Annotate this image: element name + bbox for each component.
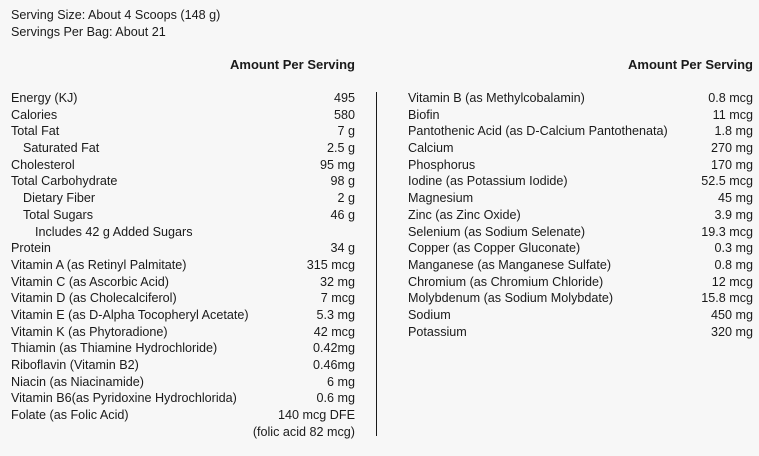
nutrient-label: Iodine (as Potassium Iodide): [408, 174, 568, 189]
nutrient-amount: 34 g: [330, 241, 355, 256]
nutrient-amount: 32 mg: [319, 274, 355, 289]
nutrient-row: [408, 257, 753, 274]
nutrient-amount: 7 mcg: [320, 291, 355, 306]
nutrient-label: Biofin: [408, 107, 440, 122]
nutrient-row: [408, 173, 753, 190]
nutrient-amount: 12 mcg: [711, 274, 753, 289]
nutrient-label: Molybdenum (as Sodium Molybdate): [408, 291, 614, 306]
nutrient-label: Thiamin (as Thiamine Hydrochloride): [11, 341, 218, 356]
nutrient-row: [408, 123, 753, 140]
nutrient-label: Calcium: [408, 141, 454, 156]
nutrient-label: Phosphorus: [408, 157, 476, 172]
nutrient-row: [11, 240, 355, 257]
right-nutrient-rows: [408, 90, 753, 340]
nutrient-amount: 0.8 mcg: [708, 91, 753, 105]
column-divider: [376, 92, 377, 436]
nutrient-amount: 270 mg: [710, 141, 753, 156]
nutrient-row: [11, 357, 355, 374]
nutrient-row: [408, 157, 753, 174]
nutrient-amount: 580: [333, 107, 355, 122]
nutrient-amount: 450 mg: [710, 307, 753, 322]
nutrient-amount: 3.9 mg: [714, 207, 753, 222]
nutrient-row: [11, 190, 355, 207]
nutrient-row: [11, 173, 355, 190]
nutrient-row: [408, 90, 753, 107]
nutrient-amount: 0.8 mg: [714, 257, 753, 272]
nutrient-row: [408, 107, 753, 124]
servings-per-bag: Servings Per Bag: About 21: [11, 25, 166, 39]
nutrient-row: [11, 307, 355, 324]
nutrient-label: Includes 42 g Added Sugars: [35, 224, 193, 239]
nutrient-amount: 140 mcg DFE: [278, 408, 355, 423]
nutrient-row: [11, 290, 355, 307]
nutrient-amount: 52.5 mcg: [701, 174, 753, 189]
nutrient-row: [408, 207, 753, 224]
nutrient-row: [11, 257, 355, 274]
nutrient-label: Folate (as Folic Acid): [11, 408, 129, 423]
nutrient-amount: 170 mg: [710, 157, 753, 172]
nutrient-amount: 6 mg: [327, 374, 355, 389]
nutrient-amount: 2 g: [337, 191, 355, 206]
nutrient-label: Total Fat: [11, 124, 60, 139]
nutrient-label: Vitamin E (as D-Alpha Tocopheryl Acetate): [11, 307, 249, 322]
nutrient-label: Calories: [11, 107, 58, 122]
nutrient-label: Vitamin K (as Phytoradione): [11, 324, 168, 339]
nutrient-amount: 45 mg: [717, 191, 753, 206]
nutrient-amount: 15.8 mcg: [701, 291, 753, 306]
nutrient-amount: 5.3 mg: [316, 307, 355, 322]
nutrient-label: Dietary Fiber: [23, 191, 96, 206]
nutrient-row: [408, 324, 753, 341]
nutrient-amount: 95 mg: [319, 157, 355, 172]
nutrient-row: [11, 224, 355, 241]
nutrient-label: Energy (KJ): [11, 91, 78, 105]
amount-per-serving-header: Amount Per Serving: [628, 57, 753, 72]
left-nutrient-rows: [11, 90, 355, 440]
nutrient-label: Cholesterol: [11, 157, 75, 172]
nutrient-row: [408, 140, 753, 157]
nutrient-label: Vitamin A (as Retinyl Palmitate): [11, 257, 187, 272]
nutrient-amount: 42 mcg: [313, 324, 355, 339]
nutrient-label: Manganese (as Manganese Sulfate): [408, 257, 612, 272]
nutrient-row: [11, 374, 355, 391]
nutrient-label: Magnesium: [408, 191, 474, 206]
nutrient-row: [11, 157, 355, 174]
nutrient-amount: 46 g: [330, 207, 355, 222]
nutrient-row: [11, 274, 355, 291]
nutrient-amount: 0.42mg: [312, 341, 355, 356]
nutrient-label: Saturated Fat: [23, 141, 100, 156]
nutrient-row: [11, 390, 355, 407]
nutrient-label: Vitamin B (as Methylcobalamin): [408, 91, 585, 105]
nutrient-row: [11, 90, 355, 107]
nutrient-row: [11, 123, 355, 140]
nutrient-amount: 0.3 mg: [714, 241, 753, 256]
nutrient-row: [408, 290, 753, 307]
nutrient-amount: 0.46mg: [312, 358, 355, 372]
serving-info: [11, 7, 220, 41]
nutrient-amount: 0.6 mg: [316, 391, 355, 406]
nutrient-row: [11, 340, 355, 357]
nutrient-row: [11, 107, 355, 124]
nutrient-row: [408, 240, 753, 257]
nutrient-row: [11, 140, 355, 157]
nutrient-row: [408, 190, 753, 207]
nutrient-row: [408, 274, 753, 291]
nutrient-label: Copper (as Copper Gluconate): [408, 241, 581, 256]
nutrient-row: [408, 307, 753, 324]
nutrient-amount: 315 mcg: [306, 257, 355, 272]
nutrient-row: [11, 324, 355, 341]
nutrient-amount: 19.3 mcg: [701, 224, 753, 239]
nutrient-label: Total Sugars: [23, 207, 94, 222]
nutrient-label: Potassium: [408, 324, 467, 339]
nutrient-label: Vitamin D (as Cholecalciferol): [11, 291, 177, 306]
nutrient-amount: 7 g: [337, 124, 355, 139]
nutrient-label: Selenium (as Sodium Selenate): [408, 224, 586, 239]
nutrient-amount: 98 g: [330, 174, 355, 189]
nutrient-amount: 2.5 g: [326, 141, 355, 156]
nutrient-row: [11, 424, 355, 441]
amount-per-serving-header: Amount Per Serving: [230, 57, 355, 72]
nutrient-label: Zinc (as Zinc Oxide): [408, 207, 521, 222]
nutrient-row: [11, 407, 355, 424]
nutrient-label: Riboflavin (Vitamin B2): [11, 358, 139, 372]
serving-size: Serving Size: About 4 Scoops (148 g): [11, 8, 221, 22]
nutrient-amount: 11 mcg: [712, 107, 753, 122]
nutrient-amount: 1.8 mg: [714, 124, 753, 139]
nutrient-label: Niacin (as Niacinamide): [11, 374, 144, 389]
nutrient-label: Vitamin B6(as Pyridoxine Hydrochlorida): [11, 391, 237, 406]
nutrient-label: Sodium: [408, 307, 451, 322]
nutrient-label: Total Carbohydrate: [11, 174, 118, 189]
nutrient-row: [11, 207, 355, 224]
nutrient-amount: 320 mg: [710, 324, 753, 339]
nutrient-row: [408, 224, 753, 241]
nutrient-amount: (folic acid 82 mcg): [252, 424, 355, 439]
nutrient-label: Pantothenic Acid (as D-Calcium Pantothenata): [408, 124, 668, 139]
nutrient-label: Chromium (as Chromium Chloride): [408, 274, 604, 289]
nutrient-amount: 495: [333, 91, 355, 105]
nutrient-label: Vitamin C (as Ascorbic Acid): [11, 274, 169, 289]
nutrient-label: Protein: [11, 241, 51, 256]
